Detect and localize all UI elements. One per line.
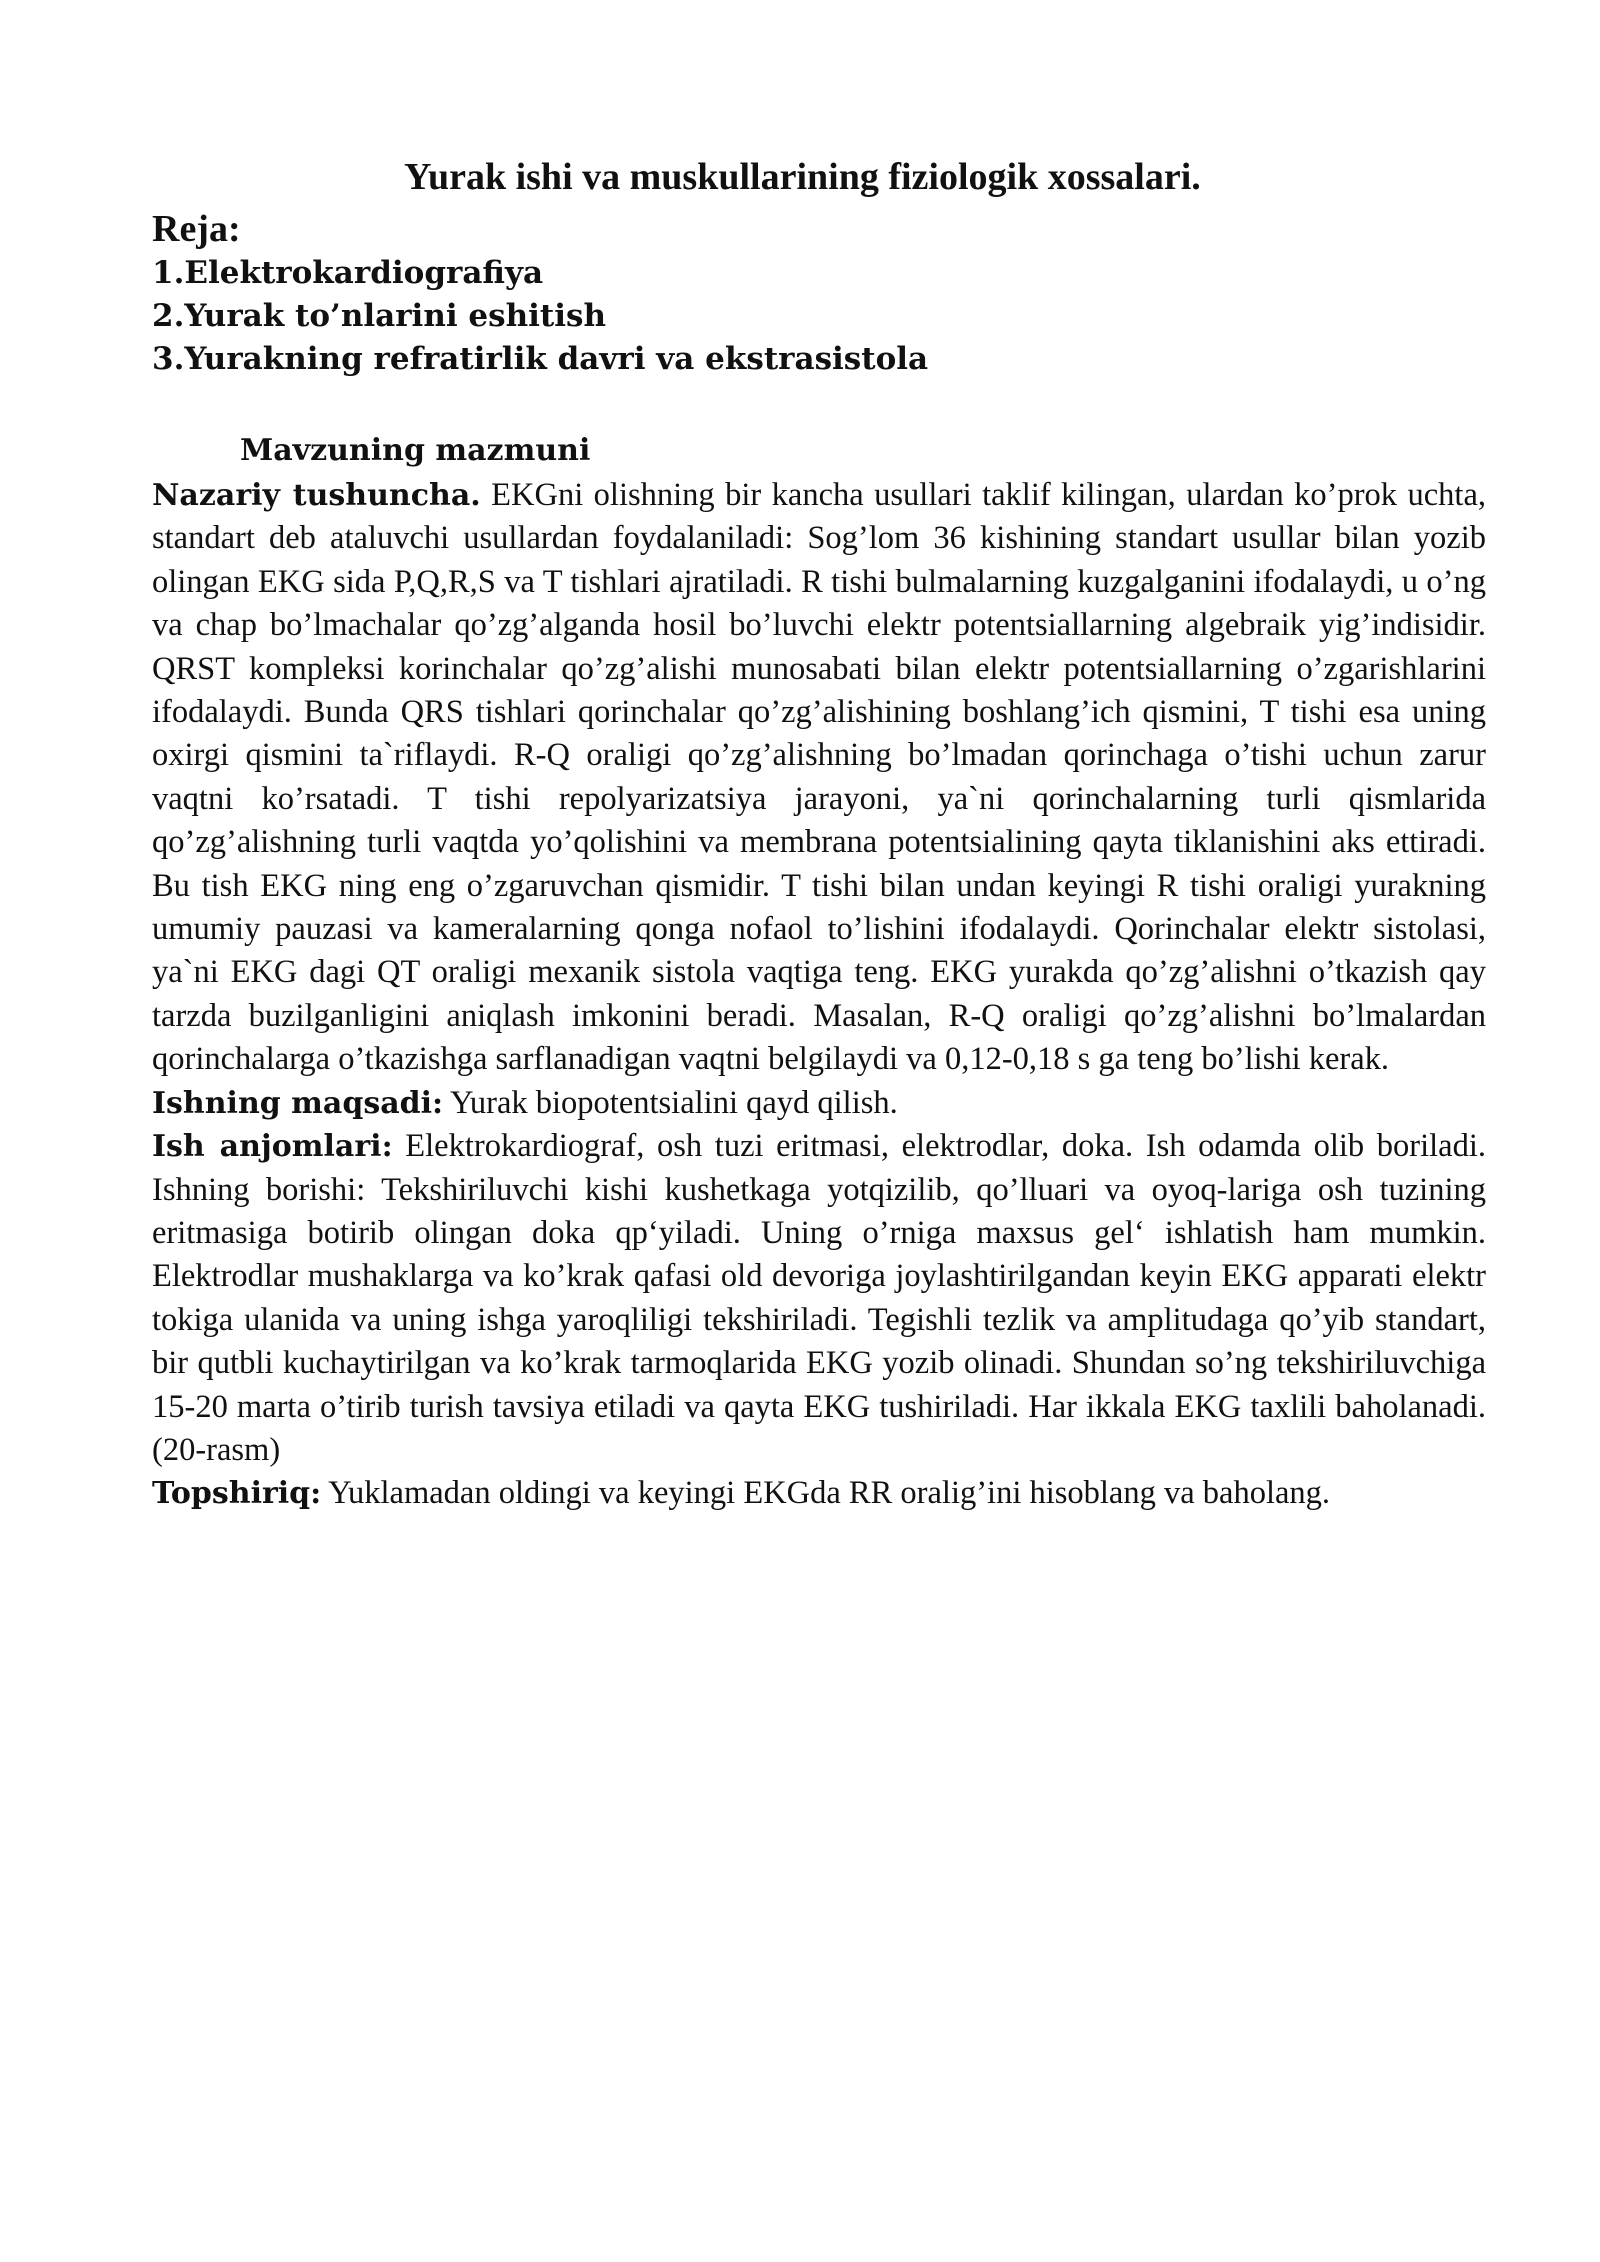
plan-heading: Reja: xyxy=(152,208,241,250)
section-heading: Mavzuning mazmuni xyxy=(240,433,591,468)
paragraph-lead: Nazariy tushuncha. xyxy=(152,478,481,513)
paragraph-text: Elektrokardiograf, osh tuzi eritmasi, elektrodlar, doka. Ish odamda olib boriladi. Ishning borishi: Tekshiriluvchi kishi kushetkaga yotqizilib, qo’lluari va oyoq-lariga osh tuzining eritmasiga botirib olingan doka qp‘yiladi. Uning o’rniga maxsus gel‘ ishlatish ham mumkin. Elektrodlar mushaklarga va ko’krak qafasi old devoriga joylashtirilgandan keyin EKG apparati elektr tokiga ulanida va uning ishga yaroqliligi tekshiriladi. Tegishli tezlik va amplitudaga qo’yib standart, bir qutbli kuchaytirilgan va ko’krak tarmoqlarida EKG yozib olinadi. Shundan so’ng tekshiriluvchiga 15-20 marta o’tirib turish tavsiya etiladi va qayta EKG tushiriladi. Har ikkala EKG taxlili baholanadi. (20-rasm) xyxy=(152,1128,1486,1468)
paragraph-goal xyxy=(152,1082,1486,1125)
paragraph-lead: Ishning maqsadi: xyxy=(152,1085,444,1121)
paragraph-theory xyxy=(152,474,1486,1082)
paragraph-text: Yurak biopotentsialini qayd qilish. xyxy=(443,1084,898,1121)
document-title: Yurak ishi va muskullarining fiziologik xossalari. xyxy=(404,156,1201,198)
paragraph-task xyxy=(152,1472,1486,1515)
plan-item: 1.Elektrokardiografiya xyxy=(152,255,544,291)
paragraph-text: EKGni olishning bir kancha usullari taklif kilingan, ulardan ko’prok uchta, standart deb ataluvchi usullardan foydalaniladi: Sog’lom 36 kishining standart usullar bilan yozib olingan EKG sida P,Q,R,S va T tishlari ajratiladi. R tishi bulmalarning kuzgalganini ifodalaydi, u o’ng va chap bo’lmachalar qo’zg’alganda hosil bo’luvchi elektr potentsiallarning algebraik yig’indisidir. QRST kompleksi korinchalar qo’zg’alishi munosabati bilan elektr potentsiallarning o’zgarishlarini ifodalaydi. Bunda QRS tishlari qorinchalar qo’zg’alishining boshlang’ich qismini, T tishi esa uning oxirgi qismini ta`riflaydi. R-Q oraligi qo’zg’alishning bo’lmadan qorinchaga o’tishi uchun zarur vaqtni ko’rsatadi. T tishi repolyarizatsiya jarayoni, ya`ni qorinchalarning turli qismlarida qo’zg’alishning turli vaqtda yo’qolishini va membrana potentsialining qayta tiklanishini aks ettiradi. Bu tish EKG ning eng o’zgaruvchan qismidir. T tishi bilan undan keyingi R tishi oraligi yurakning umumiy pauzasi va kameralarning qonga nofaol to’lishini ifodalaydi. Qorinchalar elektr sistolasi, ya`ni EKG dagi QT oraligi mexanik sistola vaqtiga teng. EKG yurakda qo’zg’alishni o’tkazish qay tarzda buzilganligini aniqlash imkonini beradi. Masalan, R-Q oraligi qo’zg’alishni bo’lmalardan qorinchalarga o’tkazishga sarflanadigan vaqtni belgilaydi va 0,12-0,18 s ga teng bo’lishi kerak. xyxy=(152,477,1486,1078)
paragraph-lead: Topshiriq: xyxy=(152,1476,322,1512)
paragraph-text: Yuklamadan oldingi va keyingi EKGda RR oralig’ini hisoblang va baholang. xyxy=(321,1475,1331,1512)
plan-item: 3.Yurakning refratirlik davri va ekstrasistola xyxy=(152,341,929,377)
paragraph-equipment xyxy=(152,1125,1486,1472)
paragraph-lead: Ish anjomlari: xyxy=(152,1129,393,1165)
plan-item: 2.Yurak to’nlarini eshitish xyxy=(152,298,607,334)
body-text xyxy=(152,474,1486,1516)
plan-list xyxy=(152,252,928,381)
